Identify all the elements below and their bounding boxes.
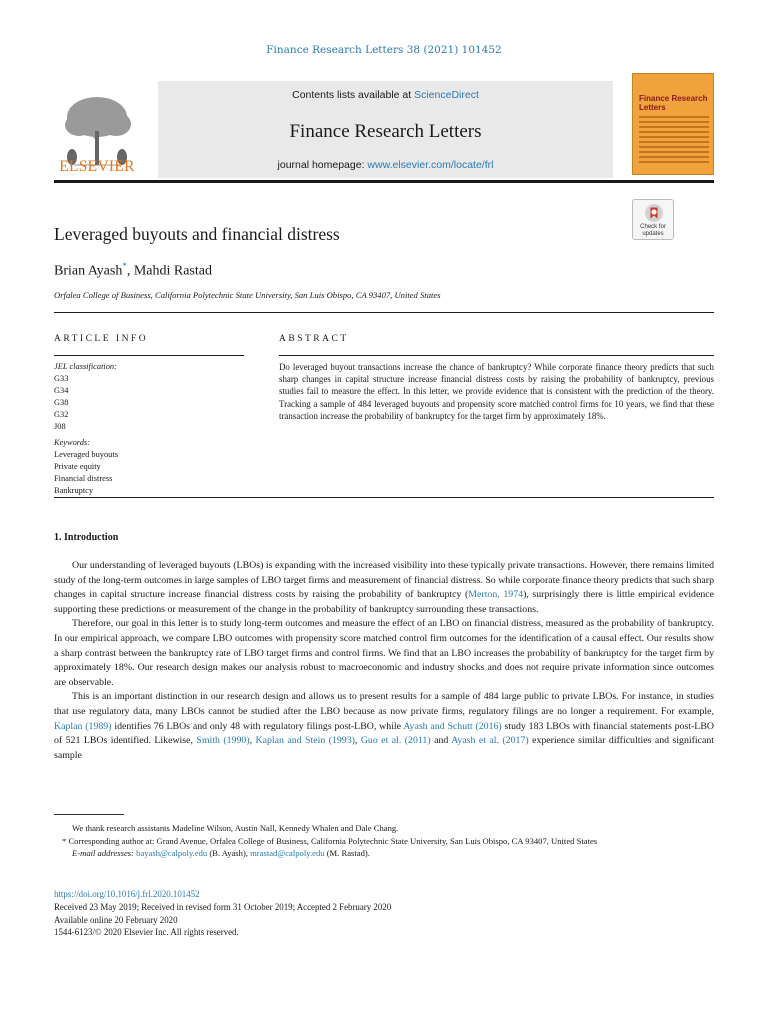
email-label: E-mail addresses:: [72, 848, 137, 859]
title-block-rule: [54, 312, 714, 313]
contents-prefix: Contents lists available at: [292, 89, 415, 101]
acknowledgement-footnote: We thank research assistants Madeline Wilson, Austin Nall, Kennedy Whalen and Dale Chang.: [72, 823, 399, 833]
journal-cover-thumbnail: [632, 73, 714, 175]
author-name[interactable]: Mahdi Rastad: [133, 263, 212, 279]
check-for-updates-label: Check for updates: [640, 224, 666, 237]
section-heading-introduction: 1. Introduction: [54, 532, 119, 543]
author-affiliation: Orfalea College of Business, California Polytechnic State University, San Luis Obispo, CA 93407, United States: [54, 290, 441, 300]
contents-line: [158, 89, 613, 101]
article-title: Leveraged buyouts and financial distress: [54, 224, 340, 244]
publication-info: [54, 888, 714, 939]
footnote-rule: [54, 814, 124, 815]
reference-link[interactable]: Kaplan (1989): [54, 720, 112, 732]
homepage-prefix: journal homepage:: [277, 159, 368, 171]
jel-code: G34: [54, 386, 69, 395]
received-dates: Received 23 May 2019; Received in revised form 31 October 2019; Accepted 2 February 2020: [54, 901, 392, 912]
jel-code: G32: [54, 410, 69, 419]
available-online-date: Available online 20 February 2020: [54, 914, 178, 925]
email-footnote: E-mail addresses: bayash@calpoly.edu (B. Ayash), mrastad@calpoly.edu (M. Rastad).: [72, 848, 370, 859]
abstract-rule: [279, 355, 714, 356]
reference-link[interactable]: Smith (1990): [196, 735, 250, 747]
reference-link[interactable]: Ayash et al. (2017): [451, 735, 529, 747]
keyword: Financial distress: [54, 474, 113, 483]
abstract-heading: ABSTRACT: [279, 334, 349, 344]
copyright-notice: 1544-6123/© 2020 Elsevier Inc. All rights reserved.: [54, 927, 239, 938]
reference-link[interactable]: Ayash and Schutt (2016): [403, 720, 502, 732]
jel-code: G33: [54, 374, 69, 383]
footnotes: [54, 822, 714, 860]
homepage-line: [158, 159, 613, 171]
corresponding-author-footnote: * Corresponding author at: Grand Avenue, Orfalea College of Business, California Polytechnic State University, San Luis Obispo, CA 93407, United States: [62, 835, 598, 846]
introduction-body: [54, 559, 714, 763]
keywords-label: Keywords:: [54, 438, 90, 447]
article-info-block: [54, 361, 244, 497]
keyword: Leveraged buyouts: [54, 450, 118, 459]
journal-citation[interactable]: Finance Research Letters 38 (2021) 101452: [266, 44, 502, 56]
paragraph: Our understanding of leveraged buyouts (LBOs) is expanding with the increased visibility into these typically private transactions. However, there remains limited study of the long-term outcomes in large samples of LBO target firms and measurement of financial distress. So while corporate finance theory predicts that such sharp changes in capital structure increase financial distress costs by raising the probability of bankruptcy (Merton, 1974), surprisingly there is little empirical evidence supporting these predictions or measurement of the change in the probability of bankruptcy surrounding these transactions.: [54, 560, 715, 615]
email-link[interactable]: mrastad@calpoly.edu: [250, 848, 325, 859]
abstract-bottom-rule: [54, 497, 714, 498]
cover-title: Finance Research Letters: [639, 94, 708, 112]
paragraph: This is an important distinction in our research design and allows us to present results for a sample of 484 large public to private LBOs. For instance, in studies that use regulatory data, many LBOs cannot be studied after the LBO because as now private firms, regulatory filings are no longer a requirement. For example, Kaplan (1989) identifies 76 LBOs and only 48 with regulatory filings post-LBO, while Ayash and Schutt (2016) study 183 LBOs with financial statements post-LBO of 521 LBOs identified. Likewise, Smith (1990), Kaplan and Stein (1993), Guo et al. (2011) and Ayash et al. (2017) experience similar difficulties and significant sample: [54, 691, 715, 761]
jel-code: J08: [54, 422, 66, 431]
jel-label: JEL classification:: [54, 362, 117, 371]
doi-link[interactable]: https://doi.org/10.1016/j.frl.2020.101452: [54, 889, 200, 899]
crossmark-icon: [645, 204, 663, 222]
masthead: [54, 73, 714, 178]
corresponding-author-marker[interactable]: *: [122, 261, 127, 271]
author-list: [54, 261, 212, 280]
elsevier-wordmark: ELSEVIER: [59, 158, 135, 175]
journal-homepage-link[interactable]: www.elsevier.com/locate/frl: [367, 159, 494, 171]
keyword: Private equity: [54, 462, 101, 471]
cover-contents: [639, 116, 709, 166]
author-separator: ,: [126, 263, 134, 279]
jel-code: G38: [54, 398, 69, 407]
author-name[interactable]: Brian Ayash: [54, 263, 123, 279]
abstract-text: Do leveraged buyout transactions increase the chance of bankruptcy? While corporate finance theory predicts that such sharp changes in capital structure increase financial distress costs by raising the probability of bankruptcy, previous studies fail to measure the effect. In this letter, we provide evidence that is consistent with the prediction of the theory. Tracking a sample of 484 leveraged buyouts and propensity score matched control firms for 10 years, we find that these transaction increase the probability of bankruptcy for the target firm by approximately 18%.: [279, 362, 714, 421]
keyword: Bankruptcy: [54, 486, 94, 495]
article-info-heading: ARTICLE INFO: [54, 334, 149, 344]
reference-link[interactable]: Merton, 1974: [468, 589, 524, 601]
masthead-rule: [54, 180, 714, 183]
article-info-rule: [54, 355, 244, 356]
email-link[interactable]: bayash@calpoly.edu: [136, 848, 208, 859]
reference-link[interactable]: Kaplan and Stein (1993): [255, 735, 355, 747]
check-for-updates-button[interactable]: [632, 199, 674, 240]
masthead-banner: [158, 81, 613, 178]
reference-link[interactable]: Guo et al. (2011): [360, 735, 431, 747]
journal-title: Finance Research Letters: [289, 121, 482, 142]
sciencedirect-link[interactable]: ScienceDirect: [414, 89, 479, 101]
paragraph: Therefore, our goal in this letter is to study long-term outcomes and measure the effect of an LBO on financial distress, measured as the probability of bankruptcy. In our empirical approach, we compare LBO outcomes with propensity score matched control firm outcomes for the identification of a causal effect. Our results show a sharp contrast between the bankruptcy rate of LBO target firms and control firms. We find that an LBO increases the probability of bankruptcy for the target firm by approximately 18%. Our research design makes our analysis robust to macroeconomic and industry shocks and does not require private information since outcomes are observable.: [54, 618, 714, 688]
